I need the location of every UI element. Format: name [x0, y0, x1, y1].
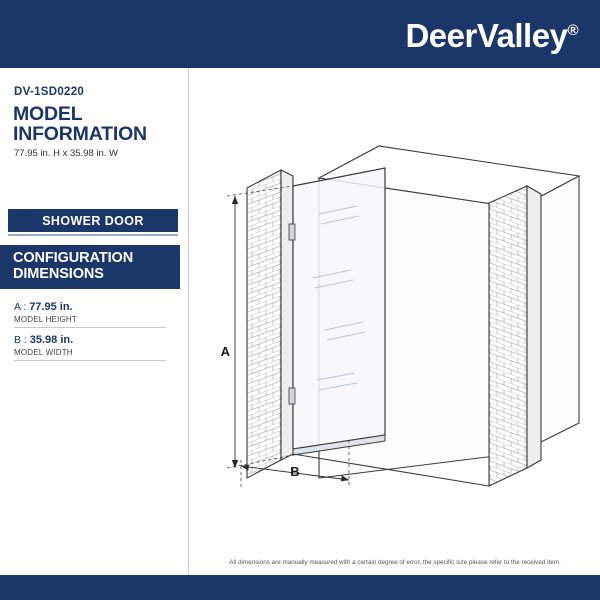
spec-a-divider	[14, 327, 166, 328]
right-brick-wall	[489, 186, 541, 486]
spec-a-value: 77.95 in.	[29, 301, 73, 313]
diagram-panel	[188, 68, 600, 575]
spec-b-divider	[14, 360, 166, 361]
page-title-line1: MODEL	[13, 103, 83, 125]
dimension-b-label: B	[290, 464, 300, 479]
brand-name: DeerValley	[405, 17, 568, 54]
spec-b	[14, 334, 73, 346]
spec-b-label: MODEL WIDTH	[14, 348, 73, 357]
configuration-heading-line1: CONFIGURATION	[13, 250, 134, 266]
page-title	[13, 104, 147, 145]
spec-a-label: MODEL HEIGHT	[14, 315, 77, 324]
page-title-line2: INFORMATION	[13, 123, 147, 146]
dimension-a-label: A	[220, 344, 230, 359]
registered-mark: ®	[567, 22, 578, 39]
glass-door-panel	[289, 168, 385, 455]
badge-underline	[8, 234, 178, 236]
spec-b-key: B :	[14, 334, 27, 346]
spec-a-key: A :	[14, 301, 27, 313]
model-sku: DV-1SD0220	[14, 86, 85, 98]
measurement-disclaimer: All dimensions are manually measured with a certain degree of error, the specific size please refer to the received item.	[229, 559, 561, 566]
left-brick-wall	[247, 170, 293, 478]
product-type-badge: SHOWER DOOR	[8, 209, 178, 232]
dimensions-summary: 77.95 in. H x 35.98 in. W	[14, 148, 119, 159]
spec-a	[14, 301, 73, 313]
shower-door-drawing	[189, 68, 600, 575]
spec-b-value: 35.98 in.	[29, 334, 74, 346]
header-bar	[0, 0, 600, 68]
footer-bar	[0, 575, 600, 600]
configuration-heading-line2: DIMENSIONS	[13, 265, 104, 282]
configuration-heading	[0, 245, 180, 289]
info-sidebar	[0, 68, 188, 575]
brand-logo	[405, 17, 578, 55]
